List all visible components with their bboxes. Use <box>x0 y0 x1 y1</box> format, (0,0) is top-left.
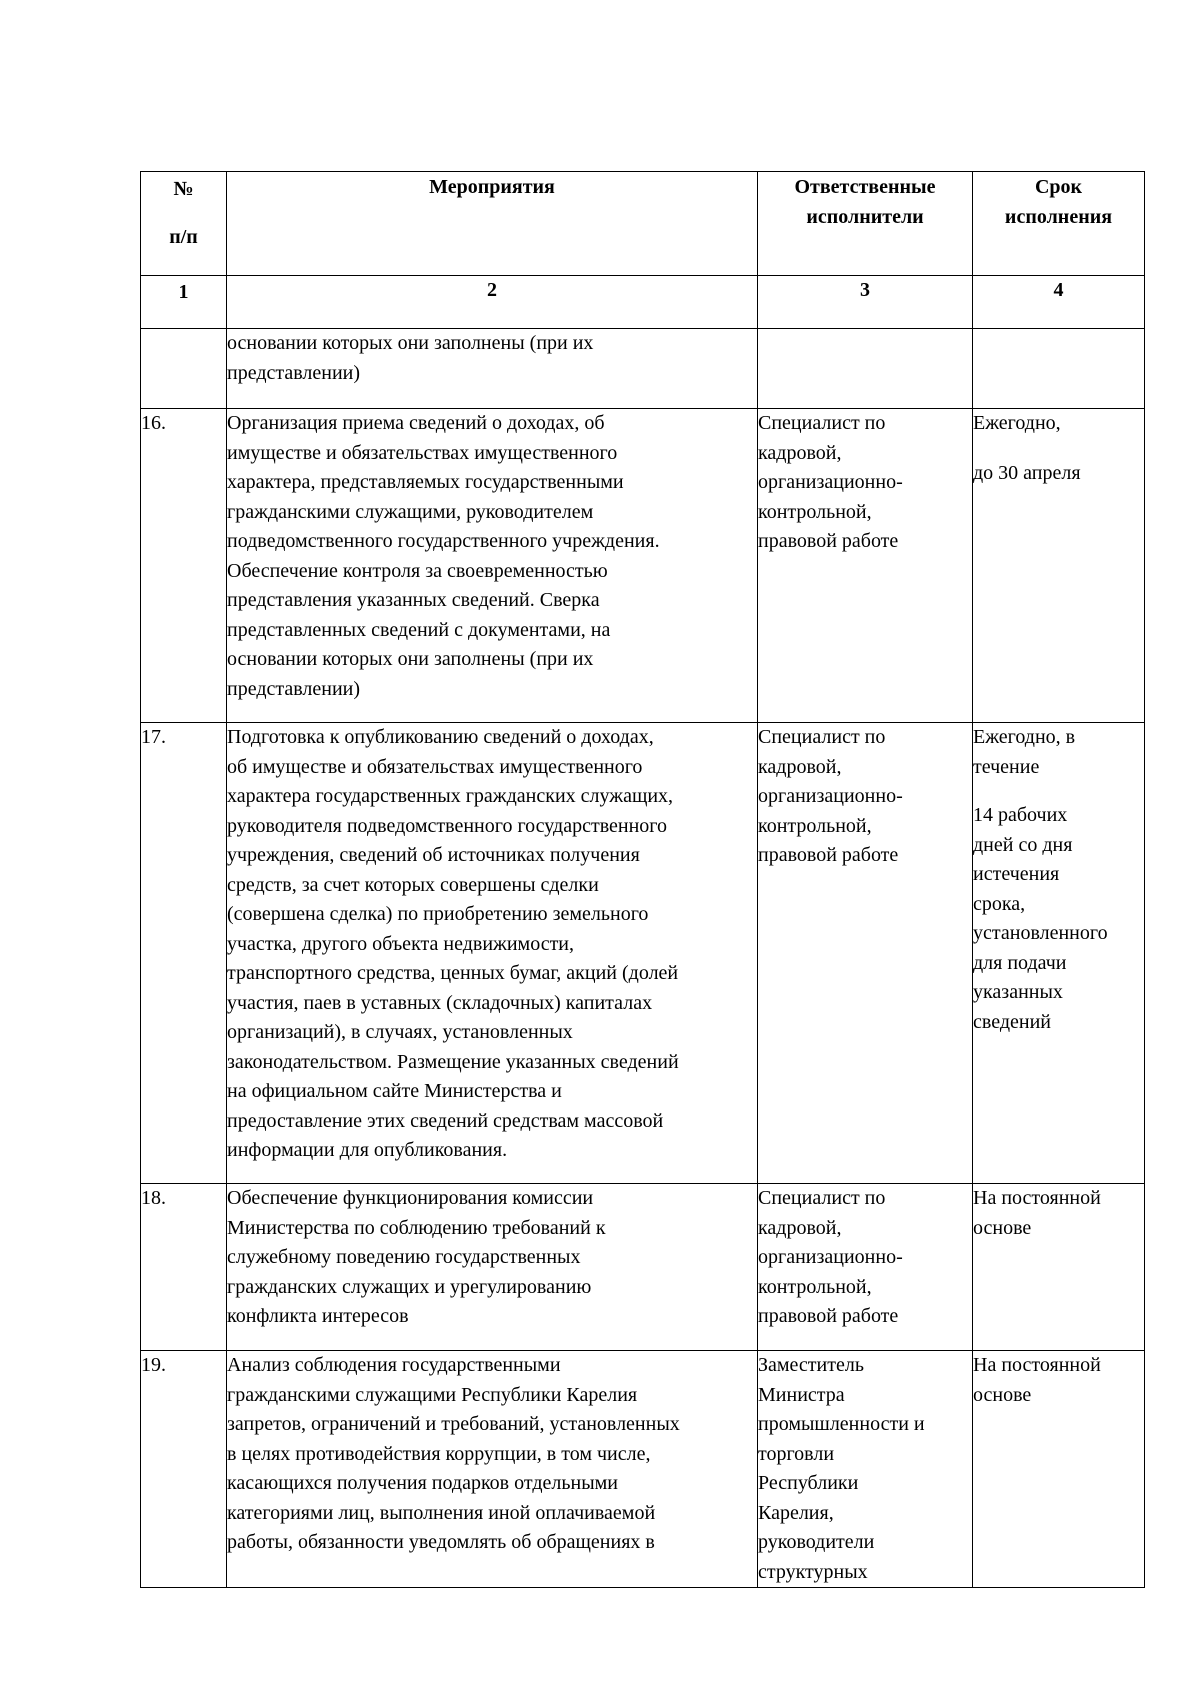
measure-cell: основании которых они заполнены (при их представлении) <box>227 329 758 409</box>
deadline-cell: Ежегодно, до 30 апреля <box>973 409 1145 723</box>
column-index-4: 4 <box>973 276 1145 329</box>
responsible-cell: Заместитель Министра промышленности и торговли Республики Карелия, руководители структурных <box>758 1351 973 1588</box>
row-number-cell: 16. <box>141 409 227 723</box>
measure-cell: Организация приема сведений о доходах, об имуществе и обязательствах имущественного характера, представляемых государственными гражданскими служащими, руководителем подведомственного государственного учреждения. Обеспечение контроля за своевременностью представления указанных сведений. Сверка представленных сведений с документами, на основании которых они заполнены (при их представлении) <box>227 409 758 723</box>
responsible-cell <box>758 329 973 409</box>
table-row <box>141 1184 1145 1351</box>
deadline-cell: Ежегодно, в течение 14 рабочих дней со дня истечения срока, установленного для подачи указанных сведений <box>973 723 1145 1184</box>
row-number-cell: 17. <box>141 723 227 1184</box>
table-row <box>141 409 1145 723</box>
deadline-cell: На постоянной основе <box>973 1351 1145 1588</box>
column-index-3: 3 <box>758 276 973 329</box>
responsible-cell: Специалист по кадровой, организационно- контрольной, правовой работе <box>758 409 973 723</box>
row-number-cell: 19. <box>141 1351 227 1588</box>
table-row <box>141 723 1145 1184</box>
deadline-cell <box>973 329 1145 409</box>
header-measures: Мероприятия <box>227 172 758 276</box>
table-row-continuation <box>141 329 1145 409</box>
row-number-cell <box>141 329 227 409</box>
header-number: № п/п <box>141 172 227 276</box>
table-header-row <box>141 172 1145 276</box>
row-number-cell: 18. <box>141 1184 227 1351</box>
table-row <box>141 1351 1145 1588</box>
measure-cell: Подготовка к опубликованию сведений о доходах, об имуществе и обязательствах имущественного характера государственных гражданских служащих, руководителя подведомственного государственного учреждения, сведений об источниках получения средств, за счет которых совершены сделки (совершена сделка) по приобретению земельного участка, другого объекта недвижимости, транспортного средства, ценных бумаг, акций (долей участия, паев в уставных (складочных) капиталах организаций), в случаях, установленных законодательством. Размещение указанных сведений на официальном сайте Министерства и предоставление этих сведений средствам массовой информации для опубликования. <box>227 723 758 1184</box>
column-index-2: 2 <box>227 276 758 329</box>
deadline-cell: На постоянной основе <box>973 1184 1145 1351</box>
responsible-cell: Специалист по кадровой, организационно- контрольной, правовой работе <box>758 1184 973 1351</box>
column-index-1: 1 <box>141 276 227 329</box>
responsible-cell: Специалист по кадровой, организационно- контрольной, правовой работе <box>758 723 973 1184</box>
column-index-row <box>141 276 1145 329</box>
measure-cell: Анализ соблюдения государственными гражданскими служащими Республики Карелия запретов, ограничений и требований, установленных в целях противодействия коррупции, в том числе, касающихся получения подарков отдельными категориями лиц, выполнения иной оплачиваемой работы, обязанности уведомлять об обращениях в <box>227 1351 758 1588</box>
measure-cell: Обеспечение функционирования комиссии Министерства по соблюдению требований к служебному поведению государственных гражданских служащих и урегулированию конфликта интересов <box>227 1184 758 1351</box>
anticorruption-plan-table <box>140 171 1145 1588</box>
header-responsible: Ответственные исполнители <box>758 172 973 276</box>
header-deadline: Срок исполнения <box>973 172 1145 276</box>
